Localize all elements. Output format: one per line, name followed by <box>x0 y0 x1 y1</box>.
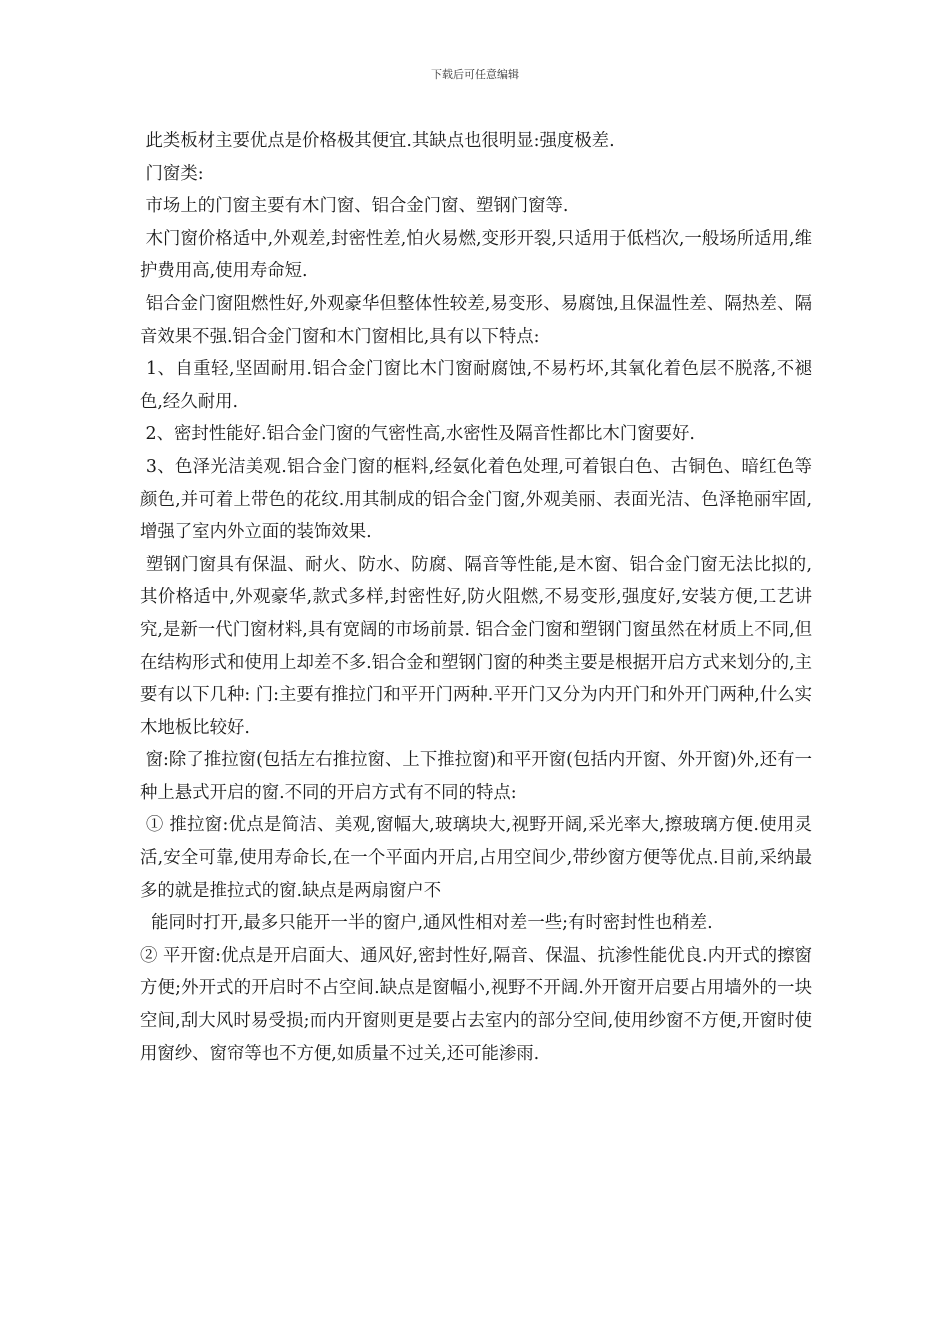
paragraph: 市场上的门窗主要有木门窗、铝合金门窗、塑钢门窗等. <box>140 196 569 217</box>
paragraph: 铝合金门窗阻燃性好,外观豪华但整体性较差,易变形、易腐蚀,且保温性差、隔热差、隔音效果不强.铝合金门窗和木门窗相比,具有以下特点: <box>140 293 813 347</box>
paragraph: 木门窗价格适中,外观差,封密性差,怕火易燃,变形开裂,只适用于低档次,一般场所适用,维护费用高,使用寿命短. <box>140 228 813 282</box>
paragraph: ① 推拉窗:优点是简洁、美观,窗幅大,玻璃块大,视野开阔,采光率大,擦玻璃方便.使用灵活,安全可靠,使用寿命长,在一个平面内开启,占用空间少,带纱窗方便等优点.目前,采纳最多的就是推拉式的窗.缺点是两扇窗户不 <box>140 815 813 901</box>
page-header: 下载后可任意编辑 <box>431 68 519 81</box>
paragraph: 门窗类: <box>140 163 204 184</box>
paragraph: 2、密封性能好.铝合金门窗的气密性高,水密性及隔音性都比木门窗要好. <box>140 424 695 445</box>
paragraph: 此类板材主要优点是价格极其便宜.其缺点也很明显:强度极差. <box>140 131 615 151</box>
paragraph: 3、色泽光洁美观.铝合金门窗的框料,经氨化着色处理,可着银白色、古铜色、暗红色等颜色,并可着上带色的花纹.用其制成的铝合金门窗,外观美丽、表面光洁、色泽艳丽牢固,增强了室内外立面的装饰效果. <box>140 456 813 543</box>
document-body <box>140 125 812 1070</box>
paragraph: 1、自重轻,坚固耐用.铝合金门窗比木门窗耐腐蚀,不易朽坏,其氧化着色层不脱落,不褪色,经久耐用. <box>140 359 812 412</box>
paragraph: 塑钢门窗具有保温、耐火、防水、防腐、隔音等性能,是木窗、铝合金门窗无法比拟的,其价格适中,外观豪华,款式多样,封密性好,防火阻燃,不易变形,强度好,安装方便,工艺讲究,是新一代门窗材料,具有宽阔的市场前景. 铝合金门窗和塑钢门窗虽然在材质上不同,但在结构形式和使用上却差不多.铝合金和塑钢门窗的种类主要是根据开启方式来划分的,主要有以下几种: 门:主要有推拉门和平开门两种.平开门又分为内开门和外开门两种,什么实木地板比较好. <box>140 554 813 738</box>
paragraph: ② 平开窗:优点是开启面大、通风好,密封性好,隔音、保温、抗渗性能优良.内开式的擦窗方便;外开式的开启时不占空间.缺点是窗幅小,视野不开阔.外开窗开启要占用墙外的一块空间,刮大风时易受损;而内开窗则更是要占去室内的部分空间,使用纱窗不方便,开窗时使用窗纱、窗帘等也不方便,如质量不过关,还可能渗雨. <box>140 945 812 1064</box>
paragraph: 能同时打开,最多只能开一半的窗户,通风性相对差一些;有时密封性也稍差. <box>140 913 713 934</box>
paragraph: 窗:除了推拉窗(包括左右推拉窗、上下推拉窗)和平开窗(包括内开窗、外开窗)外,还有一种上悬式开启的窗.不同的开启方式有不同的特点: <box>140 750 813 803</box>
